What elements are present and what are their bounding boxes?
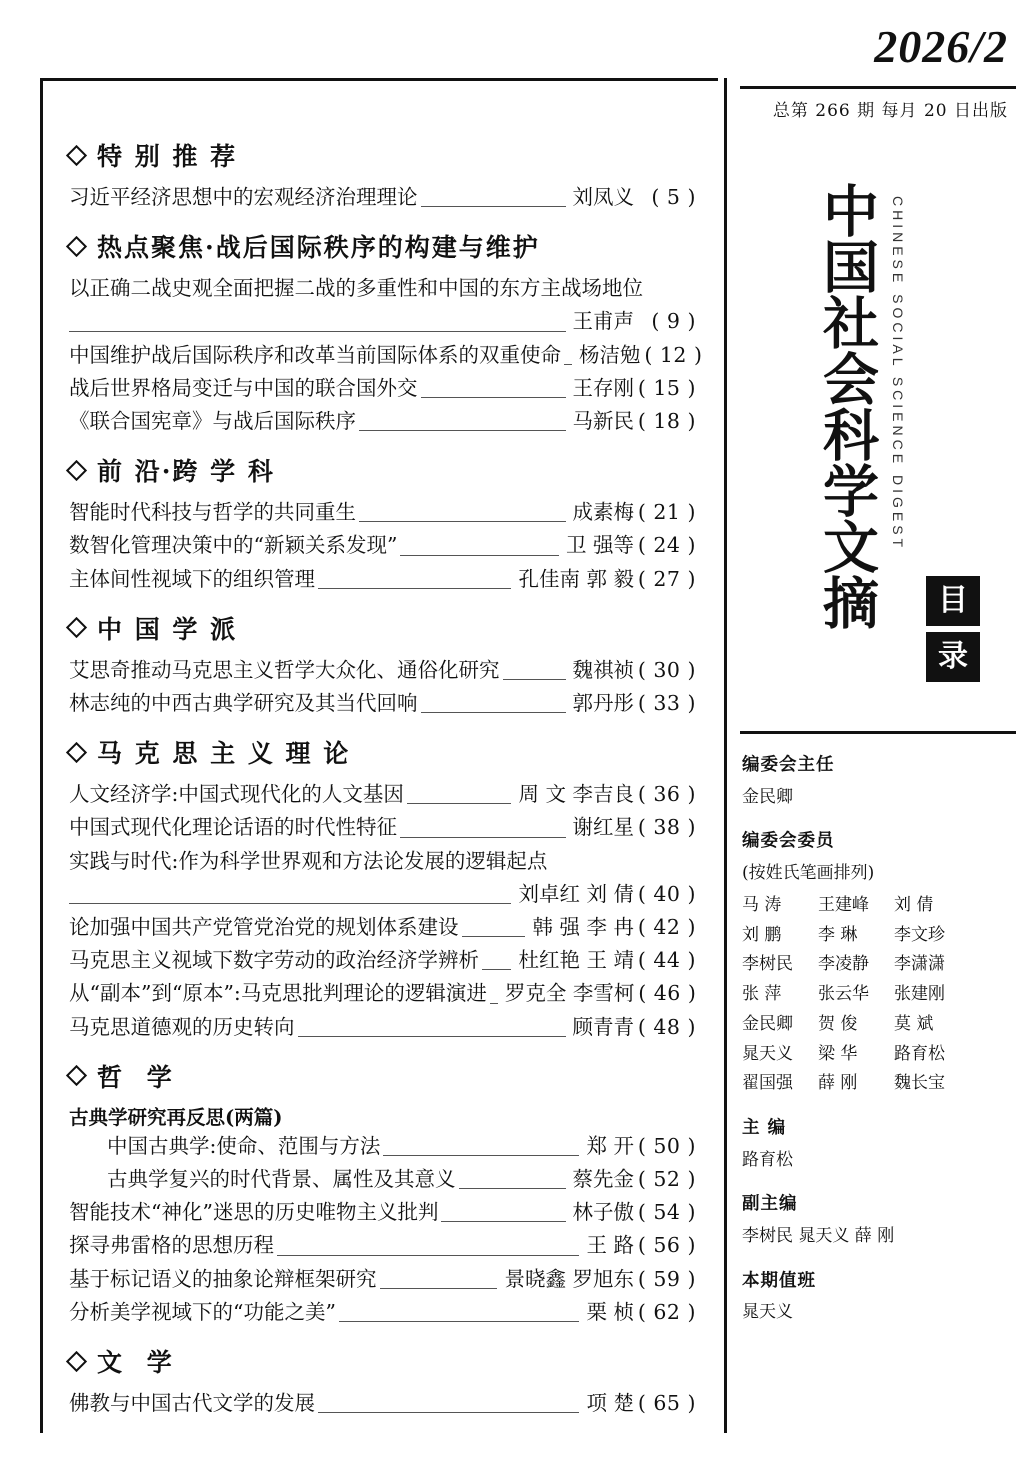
entry-author: 韩 强 李 冉 — [532, 915, 634, 940]
entry-title: 以正确二战史观全面把握二战的多重性和中国的东方主战场地位 — [69, 276, 643, 301]
entry-title: 基于标记语义的抽象论辩框架研究 — [69, 1266, 377, 1291]
journal-title-en: CHINESE SOCIAL SCIENCE DIGEST — [890, 196, 906, 552]
dot-leader — [421, 397, 566, 398]
board-member: 王建峰 — [818, 894, 869, 915]
table-of-contents — [40, 78, 718, 1433]
board-member: 翟国强 — [742, 1073, 793, 1094]
entry-author: 马新民 — [572, 409, 634, 434]
entry-author: 杜红艳 王 靖 — [518, 948, 634, 973]
board-chair-name: 金民卿 — [742, 786, 793, 807]
board-chair-label: 编委会主任 — [742, 755, 835, 775]
entry-author: 林子傲 — [572, 1200, 634, 1225]
dot-leader — [421, 206, 566, 207]
toc-entry[interactable] — [69, 1229, 696, 1262]
entry-title: 中国式现代化理论话语的时代性特征 — [69, 815, 397, 840]
board-member: 路育松 — [894, 1043, 945, 1064]
board-member: 张 萍 — [742, 984, 782, 1004]
dot-leader — [564, 364, 572, 365]
entry-author: 杨洁勉 — [579, 342, 641, 367]
board-members-list — [742, 891, 1018, 1099]
dot-leader — [383, 1155, 579, 1156]
entry-title: 论加强中国共产党管党治党的规划体系建设 — [69, 915, 459, 940]
toc-entry[interactable] — [69, 1196, 696, 1229]
board-member: 薛 刚 — [818, 1073, 858, 1094]
entry-author: 周 文 李吉良 — [518, 782, 634, 807]
toc-entry[interactable] — [69, 272, 696, 305]
entry-page: ( 9 ) — [651, 309, 696, 334]
entry-page: ( 18 ) — [637, 409, 696, 434]
section-heading-label: 马 克 思 主 义 理 论 — [97, 739, 351, 769]
editorial-board — [742, 750, 1018, 1342]
toc-entry[interactable] — [69, 529, 696, 562]
board-member: 贺 俊 — [818, 1013, 858, 1034]
board-members-row — [742, 980, 1018, 1010]
toc-entry[interactable] — [69, 654, 696, 687]
journal-title-cn: 中国社会科学文摘 — [814, 182, 880, 630]
entry-author: 王 路 — [586, 1233, 634, 1258]
diamond-icon — [66, 1065, 87, 1086]
entry-author: 谢红星 — [572, 815, 634, 840]
entry-page: ( 56 ) — [637, 1233, 696, 1258]
toc-entry[interactable] — [69, 1263, 696, 1296]
entry-author: 卫 强等 — [565, 533, 634, 558]
divider — [740, 86, 1016, 89]
diamond-icon — [66, 460, 87, 481]
toc-entry[interactable] — [69, 1130, 696, 1163]
toc-entry[interactable] — [69, 845, 696, 878]
section-heading-label: 哲 学 — [97, 1062, 180, 1092]
diamond-icon — [66, 236, 87, 257]
toc-entry[interactable] — [69, 1163, 696, 1196]
dot-leader — [459, 1188, 566, 1189]
entry-author: 王存刚 — [572, 375, 634, 400]
dot-leader — [318, 1412, 579, 1413]
board-members-row — [742, 1069, 1018, 1099]
board-members-row — [742, 1040, 1018, 1070]
dot-leader — [359, 521, 566, 522]
entry-title: 古典学复兴的时代背景、属性及其意义 — [107, 1167, 456, 1192]
editor-in-chief-label: 主 编 — [742, 1118, 787, 1138]
section-heading-label: 前 沿·跨 学 科 — [97, 457, 275, 487]
entry-title: 数智化管理决策中的“新颖关系发现” — [69, 533, 398, 558]
toc-entry[interactable] — [69, 778, 696, 811]
entry-title: 战后世界格局变迁与中国的联合国外交 — [69, 375, 418, 400]
entry-title: 林志纯的中西古典学研究及其当代回响 — [69, 691, 418, 716]
dot-leader — [421, 712, 566, 713]
entry-page: ( 15 ) — [637, 375, 696, 400]
toc-section — [69, 610, 696, 720]
entry-title: 探寻弗雷格的思想历程 — [69, 1233, 274, 1258]
section-heading-label: 文 学 — [97, 1348, 180, 1378]
diamond-icon — [66, 617, 87, 638]
board-members-row — [742, 921, 1018, 951]
deputy-editor-label: 副主编 — [742, 1194, 798, 1215]
toc-entry[interactable] — [69, 339, 703, 372]
toc-entry[interactable] — [69, 1296, 696, 1329]
entry-author: 刘卓红 刘 倩 — [518, 881, 634, 906]
entry-author: 刘凤义 — [572, 185, 634, 209]
column-divider — [724, 78, 727, 1433]
entry-author: 王甫声 — [572, 309, 634, 334]
entry-title: 习近平经济思想中的宏观经济治理理论 — [69, 185, 418, 209]
dot-leader — [482, 969, 511, 970]
board-members-row — [742, 1010, 1018, 1040]
entry-page: ( 42 ) — [637, 915, 696, 940]
toc-section — [69, 137, 696, 214]
entry-title: 艾思奇推动马克思主义哲学大众化、通俗化研究 — [69, 657, 500, 682]
dot-leader — [318, 588, 511, 589]
board-members-row — [742, 891, 1018, 921]
toc-entry[interactable] — [69, 977, 696, 1010]
entry-author: 魏祺祯 — [572, 657, 634, 682]
entry-title: 人文经济学:中国式现代化的人文基因 — [69, 782, 404, 807]
toc-entry[interactable] — [69, 944, 696, 977]
contents-stamp — [926, 576, 980, 688]
board-members-note: (按姓氏笔画排列) — [742, 863, 875, 883]
toc-section — [69, 1058, 696, 1329]
section-heading — [69, 1058, 696, 1094]
entry-author: 项 楚 — [586, 1391, 634, 1416]
entry-author: 郭丹彤 — [572, 691, 634, 716]
dot-leader — [490, 1003, 498, 1004]
board-member: 李树民 — [742, 954, 793, 975]
board-member: 李潇潇 — [894, 954, 945, 975]
toc-entry[interactable] — [69, 1011, 696, 1044]
toc-entry[interactable] — [69, 911, 696, 944]
dot-leader — [359, 430, 566, 431]
subsection-heading: 古典学研究再反思(两篇) — [69, 1105, 283, 1129]
entry-title: 马克思道德观的历史转向 — [69, 1014, 295, 1039]
entry-page: ( 50 ) — [637, 1133, 696, 1158]
masthead-column — [730, 8, 1020, 1433]
section-heading-label: 热点聚焦·战后国际秩序的构建与维护 — [97, 233, 540, 263]
entry-author: 景晓鑫 罗旭东 — [504, 1266, 634, 1291]
entry-title: 马克思主义视域下数字劳动的政治经济学辨析 — [69, 948, 479, 973]
board-members-row — [742, 950, 1018, 980]
section-heading — [69, 1343, 696, 1379]
board-member: 梁 华 — [818, 1043, 858, 1064]
entry-page: ( 48 ) — [637, 1014, 696, 1039]
section-heading — [69, 452, 696, 488]
entry-page: ( 44 ) — [637, 948, 696, 973]
entry-page: ( 5 ) — [651, 185, 696, 209]
entry-author: 罗克全 李雪柯 — [504, 981, 635, 1006]
board-member: 莫 斌 — [894, 1013, 934, 1034]
contents-stamp-char-1: 目 — [926, 576, 980, 626]
dot-leader — [277, 1255, 579, 1256]
entry-author: 蔡先金 — [572, 1167, 634, 1192]
toc-section — [69, 228, 703, 438]
section-heading — [69, 228, 696, 264]
entry-page: ( 38 ) — [637, 815, 696, 840]
entry-title: 分析美学视域下的“功能之美” — [69, 1299, 336, 1324]
dot-leader — [69, 331, 566, 332]
dot-leader — [407, 803, 512, 804]
issue-number: 2026/2 — [874, 21, 1008, 72]
duty-editor-name: 晁天义 — [742, 1302, 793, 1323]
dot-leader — [441, 1221, 565, 1222]
board-member: 李文珍 — [894, 924, 945, 945]
dot-leader — [69, 903, 511, 904]
board-member: 张云华 — [818, 984, 869, 1004]
entry-page: ( 59 ) — [637, 1266, 696, 1291]
section-heading — [69, 734, 696, 770]
board-member: 魏长宝 — [894, 1073, 945, 1094]
section-heading — [69, 137, 696, 173]
dot-leader — [400, 837, 566, 838]
entry-author: 成素梅 — [572, 500, 634, 525]
entry-author: 郑 开 — [586, 1133, 634, 1158]
entry-page: ( 46 ) — [638, 981, 697, 1006]
entry-page: ( 62 ) — [637, 1299, 696, 1324]
diamond-icon — [66, 144, 87, 165]
board-member: 晁天义 — [742, 1043, 793, 1064]
entry-page: ( 27 ) — [637, 566, 696, 591]
entry-page: ( 33 ) — [637, 691, 696, 716]
dot-leader — [462, 936, 526, 937]
entry-title: 实践与时代:作为科学世界观和方法论发展的逻辑起点 — [69, 848, 548, 873]
section-heading-label: 特 别 推 荐 — [97, 142, 238, 171]
board-members-label: 编委会委员 — [742, 831, 835, 852]
entry-title: 主体间性视域下的组织管理 — [69, 566, 315, 591]
dot-leader — [380, 1288, 498, 1289]
entry-title: 从“副本”到“原本”:马克思批判理论的逻辑演进 — [69, 981, 487, 1006]
entry-page: ( 36 ) — [637, 782, 696, 807]
board-member: 刘 鹏 — [742, 924, 782, 945]
toc-entry[interactable] — [69, 496, 696, 529]
section-heading-label: 中 国 学 派 — [97, 614, 238, 644]
toc-entry-continuation[interactable] — [69, 878, 696, 911]
board-member: 马 涛 — [742, 894, 782, 915]
entry-author: 孔佳南 郭 毅 — [518, 566, 634, 591]
board-member: 李凌静 — [818, 954, 869, 975]
issue-subtitle: 总第 266 期 每月 20 日出版 — [772, 101, 1008, 121]
divider — [740, 731, 1016, 734]
dot-leader — [298, 1036, 566, 1037]
entry-title: 中国古典学:使命、范围与方法 — [107, 1133, 381, 1158]
dot-leader — [339, 1321, 580, 1322]
editor-in-chief-name: 路育松 — [742, 1149, 793, 1170]
toc-section — [69, 1343, 696, 1420]
entry-page: ( 30 ) — [637, 657, 696, 682]
toc-entry[interactable] — [69, 405, 696, 438]
toc-entry[interactable] — [69, 181, 696, 214]
toc-entry-continuation[interactable] — [69, 305, 696, 338]
deputy-editor-names: 李树民 晁天义 薛 刚 — [742, 1226, 895, 1246]
toc-section — [69, 452, 696, 596]
dot-leader — [503, 679, 566, 680]
entry-page: ( 54 ) — [637, 1200, 696, 1225]
entry-author: 顾青青 — [572, 1014, 634, 1039]
dot-leader — [400, 555, 559, 556]
entry-title: 智能技术“神化”迷思的历史唯物主义批判 — [69, 1200, 439, 1225]
entry-page: ( 65 ) — [637, 1391, 696, 1416]
entry-page: ( 12 ) — [644, 342, 703, 367]
entry-page: ( 40 ) — [637, 881, 696, 906]
entry-page: ( 52 ) — [637, 1167, 696, 1192]
toc-entry[interactable] — [69, 687, 696, 720]
section-heading — [69, 610, 696, 646]
entry-title: 智能时代科技与哲学的共同重生 — [69, 500, 356, 525]
journal-masthead — [730, 138, 1020, 738]
toc-entry[interactable] — [69, 1387, 696, 1420]
toc-entry[interactable] — [69, 372, 696, 405]
contents-stamp-char-2: 录 — [926, 632, 980, 682]
entry-page: ( 21 ) — [637, 500, 696, 525]
diamond-icon — [66, 742, 87, 763]
entry-page: ( 24 ) — [637, 533, 696, 558]
entry-title: 中国维护战后国际秩序和改革当前国际体系的双重使命 — [69, 342, 561, 367]
duty-editor-label: 本期值班 — [742, 1270, 816, 1291]
entry-title: 《联合国宪章》与战后国际秩序 — [69, 409, 356, 434]
toc-entry[interactable] — [69, 811, 696, 844]
entry-title: 佛教与中国古代文学的发展 — [69, 1391, 315, 1416]
toc-entry[interactable] — [69, 563, 696, 596]
toc-section — [69, 734, 696, 1044]
entry-author: 栗 桢 — [586, 1299, 634, 1324]
diamond-icon — [66, 1350, 87, 1371]
board-member: 李 琳 — [818, 924, 858, 945]
board-member: 金民卿 — [742, 1013, 793, 1034]
board-member: 张建刚 — [894, 984, 945, 1004]
board-member: 刘 倩 — [894, 894, 934, 915]
